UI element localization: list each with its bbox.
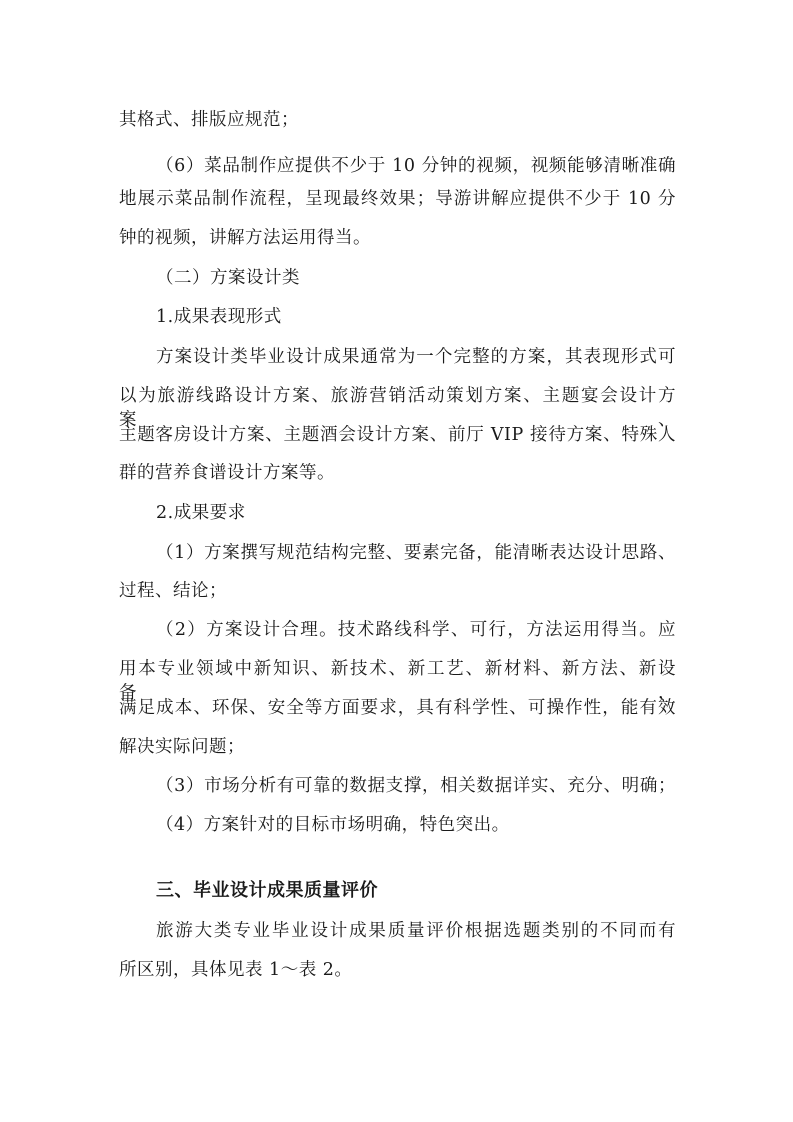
section-subheading: （二）方案设计类 bbox=[156, 268, 300, 288]
paragraph-line: 用本专业领域中新知识、新技术、新工艺、新材料、新方法、新设备， bbox=[119, 659, 676, 703]
paragraph-line: （6）菜品制作应提供不少于 10 分钟的视频，视频能够清晰准确 bbox=[156, 156, 676, 176]
paragraph-line: 钟的视频，讲解方法运用得当。 bbox=[119, 228, 371, 248]
section-subheading: 2.成果要求 bbox=[156, 503, 246, 523]
paragraph-line: 过程、结论； bbox=[119, 581, 227, 601]
paragraph-line: 主题客房设计方案、主题酒会设计方案、前厅 VIP 接待方案、特殊人 bbox=[119, 425, 676, 445]
paragraph-line: 解决实际问题； bbox=[119, 737, 245, 757]
paragraph-line: （2）方案设计合理。技术路线科学、可行，方法运用得当。应 bbox=[156, 620, 676, 640]
paragraph-line: （1）方案撰写规范结构完整、要素完备，能清晰表达设计思路、 bbox=[156, 543, 676, 563]
paragraph-line: （4）方案针对的目标市场明确，特色突出。 bbox=[156, 815, 510, 835]
paragraph-line: 满足成本、环保、安全等方面要求，具有科学性、可操作性，能有效 bbox=[119, 698, 676, 718]
paragraph-line: 方案设计类毕业设计成果通常为一个完整的方案，其表现形式可 bbox=[156, 347, 676, 367]
paragraph-line: 其格式、排版应规范； bbox=[119, 110, 299, 130]
paragraph-line: 以为旅游线路设计方案、旅游营销活动策划方案、主题宴会设计方案、 bbox=[119, 386, 676, 430]
paragraph-line: 群的营养食谱设计方案等。 bbox=[119, 463, 335, 483]
paragraph-line: （3）市场分析有可靠的数据支撑，相关数据详实、充分、明确； bbox=[156, 776, 676, 796]
section-subheading: 1.成果表现形式 bbox=[156, 307, 282, 327]
paragraph-line: 旅游大类专业毕业设计成果质量评价根据选题类别的不同而有 bbox=[156, 921, 676, 941]
paragraph-line: 所区别，具体见表 1～表 2。 bbox=[119, 960, 353, 980]
paragraph-line: 地展示菜品制作流程，呈现最终效果；导游讲解应提供不少于 10 分 bbox=[119, 189, 676, 209]
section-heading: 三、毕业设计成果质量评价 bbox=[156, 880, 378, 901]
